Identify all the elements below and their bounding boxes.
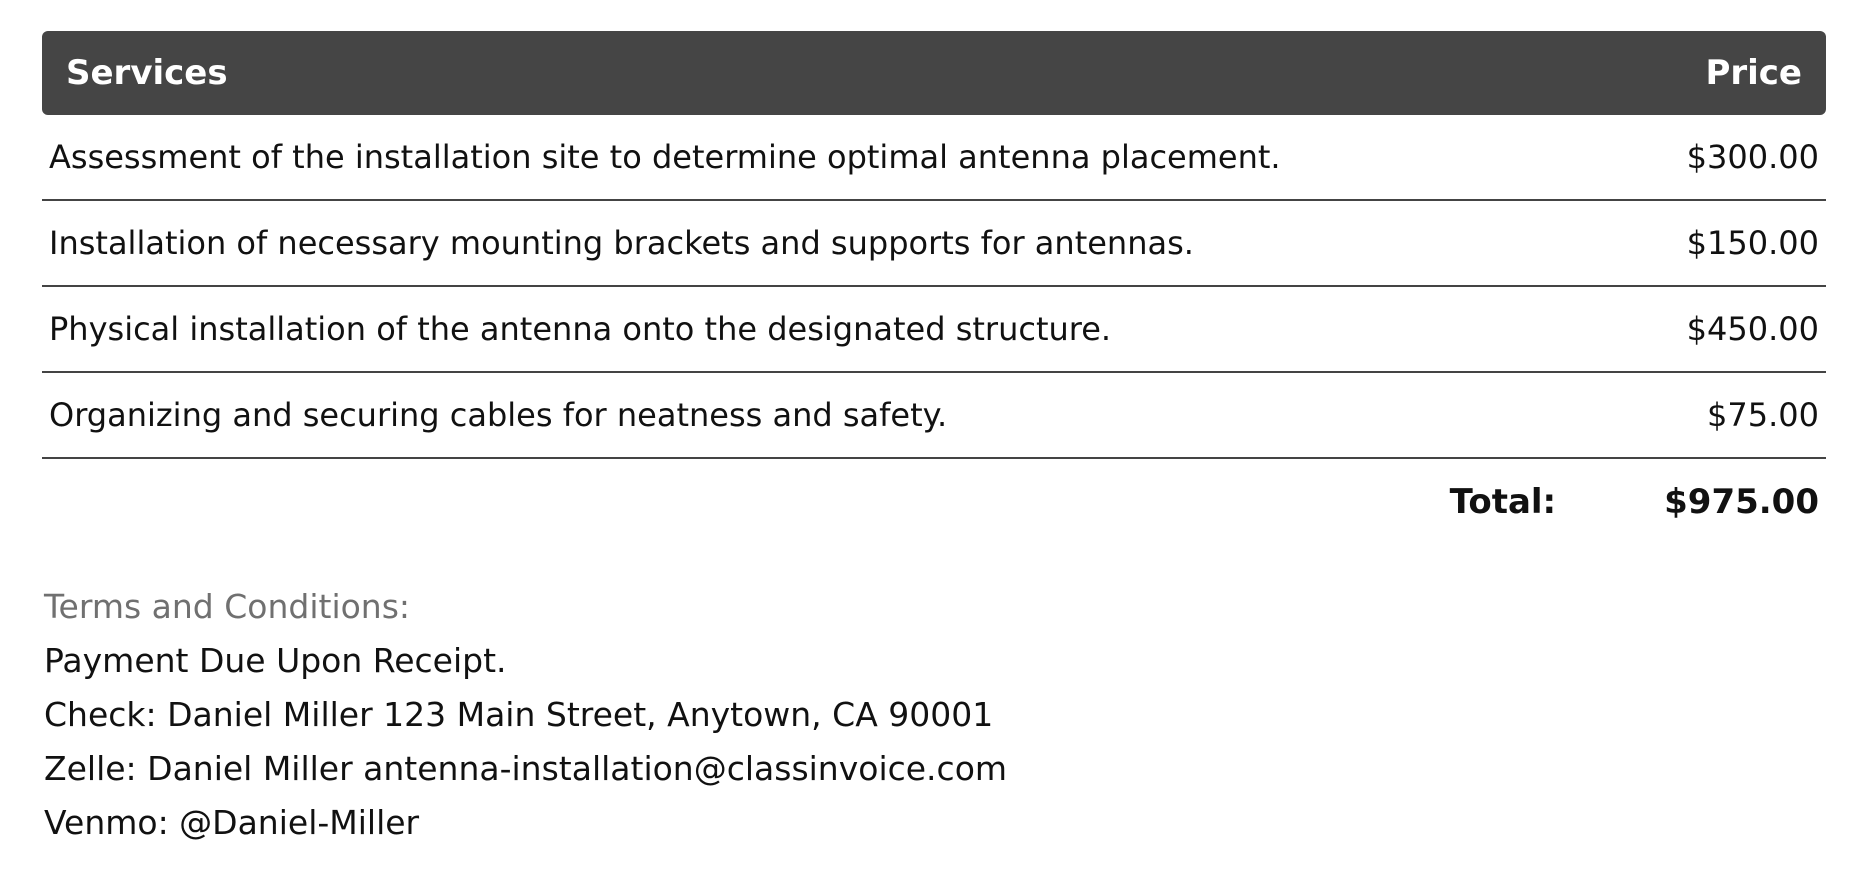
table-row [42, 115, 1826, 201]
terms-section [44, 580, 1007, 850]
service-description: Installation of necessary mounting brackets and supports for antennas. [49, 224, 1194, 262]
total-row [42, 459, 1826, 545]
table-row [42, 373, 1826, 459]
service-price: $300.00 [1686, 138, 1819, 176]
table-header [42, 31, 1826, 115]
services-column-header: Services [66, 53, 228, 93]
terms-line-check: Check: Daniel Miller 123 Main Street, Anytown, CA 90001 [44, 695, 994, 734]
table-row [42, 287, 1826, 373]
table-row [42, 201, 1826, 287]
service-description: Physical installation of the antenna onto the designated structure. [49, 310, 1112, 348]
invoice-table [42, 31, 1826, 545]
terms-line-venmo: Venmo: @Daniel-Miller [44, 803, 420, 842]
terms-line-payment: Payment Due Upon Receipt. [44, 641, 507, 680]
terms-heading: Terms and Conditions: [44, 587, 411, 626]
service-price: $450.00 [1686, 310, 1819, 348]
terms-line-zelle: Zelle: Daniel Miller antenna-installation@classinvoice.com [44, 749, 1008, 788]
service-price: $150.00 [1686, 224, 1819, 262]
total-value: $975.00 [1664, 482, 1819, 522]
total-label: Total: [1449, 482, 1557, 522]
service-description: Organizing and securing cables for neatness and safety. [49, 396, 948, 434]
price-column-header: Price [1705, 53, 1802, 93]
service-description: Assessment of the installation site to determine optimal antenna placement. [49, 138, 1281, 176]
service-price: $75.00 [1707, 396, 1819, 434]
